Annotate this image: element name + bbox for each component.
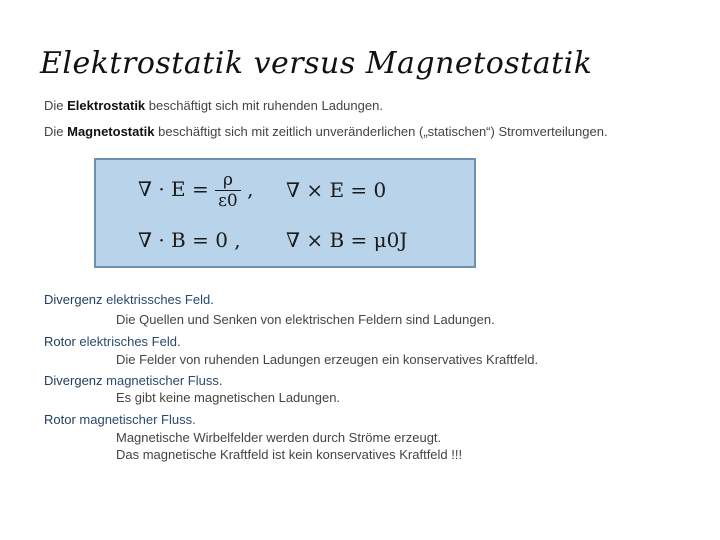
- fraction-numerator: ρ: [215, 170, 241, 191]
- equation-curl-e: ∇ × E = 0: [286, 178, 387, 202]
- section-heading-divergence-e: Divergenz elektrissches Feld.: [44, 292, 214, 307]
- equation-divergence-e: ∇ · E = $\frac{\rho}{\varepsilon 0}$ ,: [138, 170, 254, 211]
- section-text: Magnetische Wirbelfelder werden durch Ströme erzeugt.: [116, 430, 442, 445]
- maxwell-equations-box: [94, 158, 476, 268]
- section-text: Es gibt keine magnetischen Ladungen.: [116, 390, 341, 405]
- equation-curl-b: ∇ × B = μ0J: [286, 228, 408, 252]
- term-magnetostatik: Magnetostatik: [67, 124, 155, 139]
- intro-elektrostatik: Die Elektrostatik beschäftigt sich mit ruhenden Ladungen.: [44, 98, 383, 113]
- page-title: Elektrostatik versus Magnetostatik: [40, 46, 593, 81]
- section-heading-divergence-b: Divergenz magnetischer Fluss.: [44, 373, 223, 388]
- equation-divergence-b: ∇ · B = 0 ,: [138, 228, 241, 252]
- section-text: Das magnetische Kraftfeld ist kein konservatives Kraftfeld !!!: [116, 447, 463, 462]
- term-elektrostatik: Elektrostatik: [67, 98, 146, 113]
- intro-magnetostatik: Die Magnetostatik beschäftigt sich mit zeitlich unveränderlichen („statischen“) Stromverteilungen.: [44, 124, 608, 139]
- fraction-denominator: ε0: [218, 191, 238, 211]
- section-text: Die Quellen und Senken von elektrischen Feldern sind Ladungen.: [116, 312, 495, 327]
- section-heading-curl-e: Rotor elektrisches Feld.: [44, 334, 181, 349]
- section-text: Die Felder von ruhenden Ladungen erzeugen ein konservatives Kraftfeld.: [116, 352, 539, 367]
- section-heading-curl-b: Rotor magnetischer Fluss.: [44, 412, 196, 427]
